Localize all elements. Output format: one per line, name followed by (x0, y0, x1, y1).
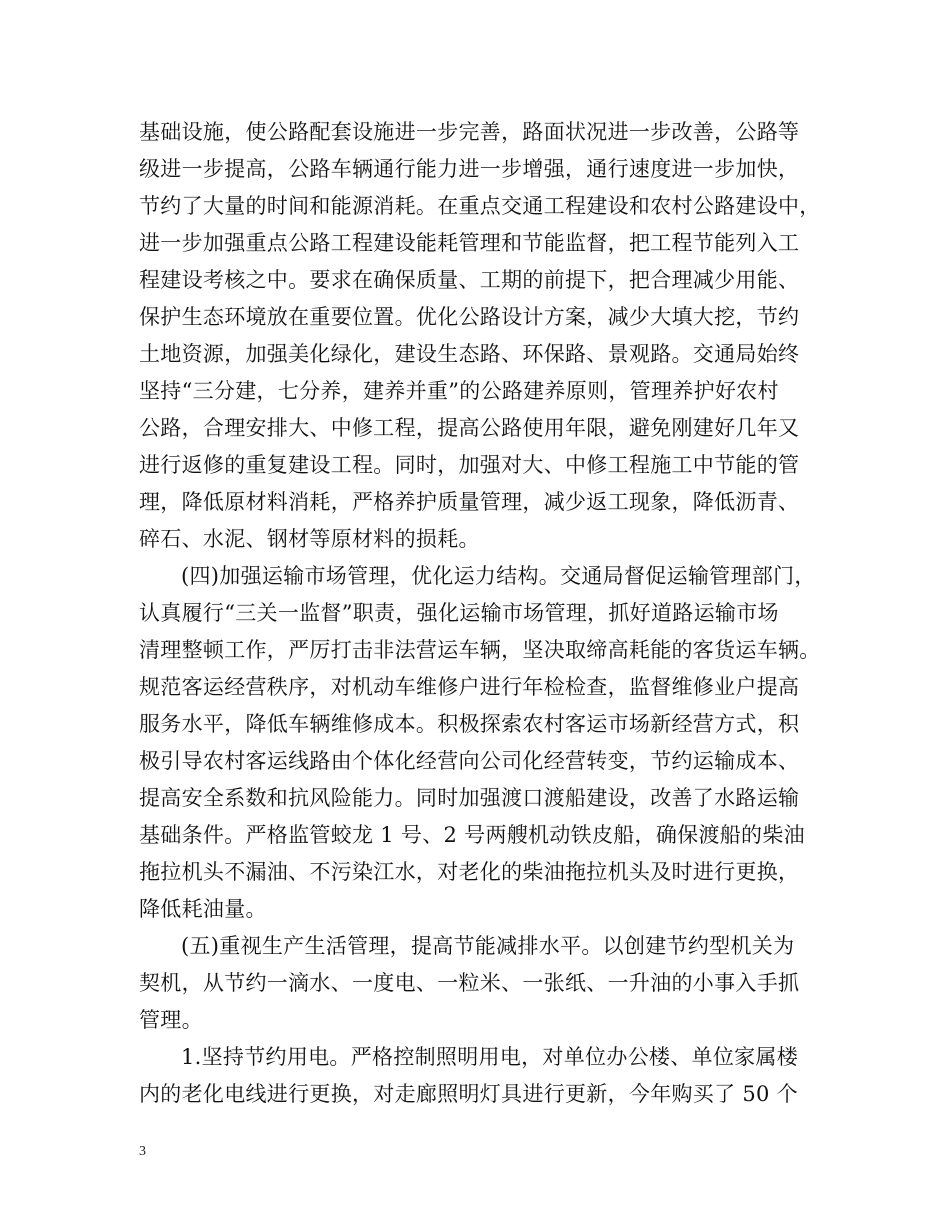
text-line: 拖拉机头不漏油、不污染江水，对老化的柴油拖拉机头及时进行更换， (139, 860, 800, 884)
text-line: 内的老化电线进行更换，对走廊照明灯具进行更新，今年购买了 50 个 (139, 1082, 798, 1106)
section-heading-line: (四)加强运输市场管理，优化运力结构。交通局督促运输管理部门， (181, 564, 816, 588)
text-line: 理，降低原材料消耗，严格养护质量管理，减少返工现象，降低沥青、 (139, 490, 800, 514)
section-heading-line: (五)重视生产生活管理，提高节能减排水平。以创建节约型机关为 (181, 934, 795, 958)
text-line: 进行返修的重复建设工程。同时，加强对大、中修工程施工中节能的管 (139, 453, 800, 477)
text-line: 公路，合理安排大、中修工程，提高公路使用年限，避免刚建好几年又 (139, 416, 800, 440)
text-line: 碎石、水泥、钢材等原材料的损耗。 (139, 527, 480, 551)
numbered-item-line: 1.坚持节约用电。严格控制照明用电，对单位办公楼、单位家属楼 (181, 1045, 799, 1069)
text-line: 降低耗油量。 (139, 897, 267, 921)
text-line: 保护生态环境放在重要位置。优化公路设计方案，减少大填大挖，节约 (139, 305, 800, 329)
text-line: 进一步加强重点公路工程建设能耗管理和节能监督，把工程节能列入工 (139, 231, 800, 255)
text-line: 服务水平，降低车辆维修成本。积极探索农村客运市场新经营方式，积 (139, 712, 800, 736)
text-line: 管理。 (139, 1008, 203, 1032)
text-line: 契机，从节约一滴水、一度电、一粒米、一张纸、一升油的小事入手抓 (139, 971, 800, 995)
text-line: 坚持“三分建，七分养，建养并重”的公路建养原则，管理养护好农村 (139, 379, 779, 403)
text-line: 极引导农村客运线路由个体化经营向公司化经营转变，节约运输成本、 (139, 749, 800, 773)
text-line: 基础条件。严格监管蛟龙 1 号、2 号两艘机动铁皮船，确保渡船的柴油 (139, 823, 805, 847)
text-line: 提高安全系数和抗风险能力。同时加强渡口渡船建设，改善了水路运输 (139, 786, 800, 810)
text-line: 节约了大量的时间和能源消耗。在重点交通工程建设和农村公路建设中， (139, 194, 821, 218)
page-number: 3 (139, 1144, 146, 1159)
text-line: 基础设施，使公路配套设施进一步完善，路面状况进一步改善，公路等 (139, 120, 800, 144)
text-line: 规范客运经营秩序，对机动车维修户进行年检检查，监督维修业户提高 (139, 675, 800, 699)
text-line: 级进一步提高，公路车辆通行能力进一步增强，通行速度进一步加快， (139, 157, 800, 181)
text-line: 清理整顿工作，严厉打击非法营运车辆，坚决取缔高耗能的客货运车辆。 (139, 638, 821, 662)
text-line: 认真履行“三关一监督”职责，强化运输市场管理，抓好道路运输市场 (139, 601, 779, 625)
text-line: 土地资源，加强美化绿化，建设生态路、环保路、景观路。交通局始终 (139, 342, 800, 366)
text-line: 程建设考核之中。要求在确保质量、工期的前提下，把合理减少用能、 (139, 268, 800, 292)
